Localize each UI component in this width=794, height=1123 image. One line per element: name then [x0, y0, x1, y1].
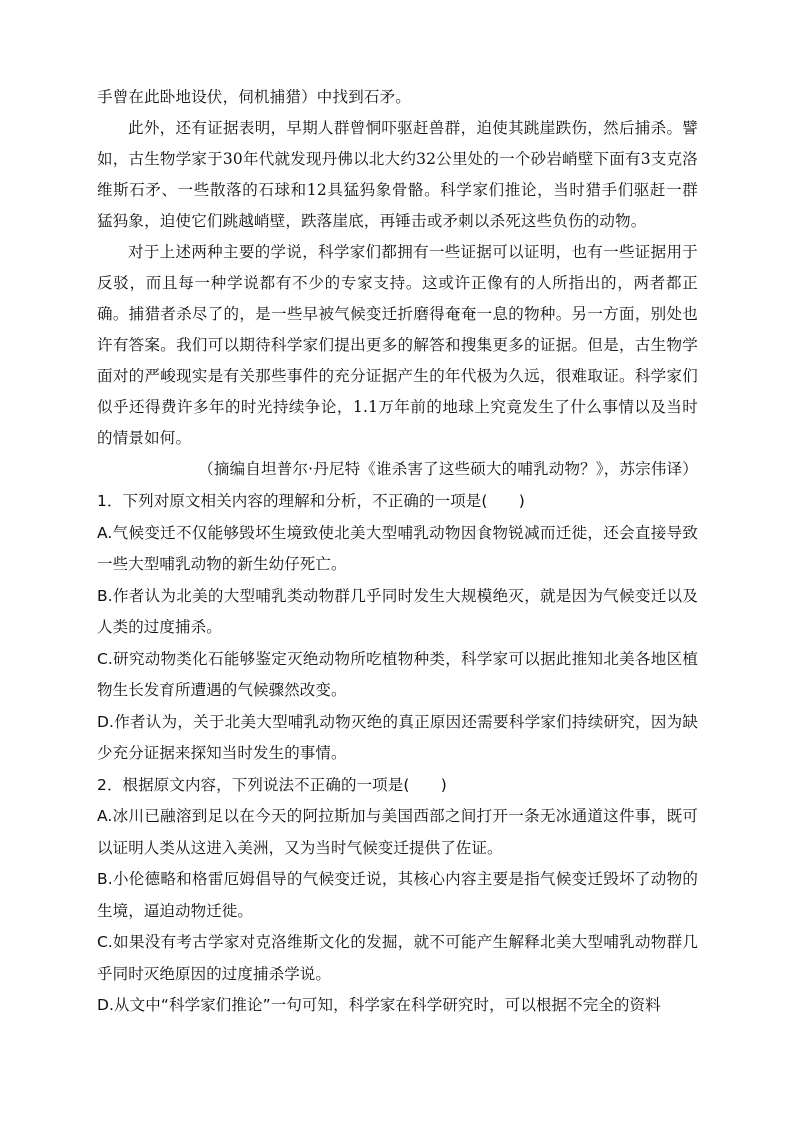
question-2-option-a: A.冰川已融溶到足以在今天的阿拉斯加与美国西部之间打开一条无冰通道这件事，既可以证明人类从这进入美洲，又为当时气候变迁提供了佐证。 [97, 807, 698, 857]
passage-paragraph-conclusion: 对于上述两种主要的学说，科学家们都拥有一些证据可以证明，也有一些证据用于反驳，而且每一种学说都有不少的专家支持。这或许正像有的人所指出的，两者都正确。捕猎者杀尽了的，是一些早被气候变迁折磨得奄奄一息的物种。另一方面，别处也许有答案。我们可以期待科学家们提出更多的解答和搜集更多的证据。但是，古生物学面对的严峻现实是有关那些事件的充分证据产生的年代极为久远，很难取证。科学家们似乎还得费许多年的时光持续争论，1.1万年前的地球上究竟发生了什么事情以及当时的情景如何。 [97, 243, 698, 447]
question-1-stem: 1．下列对原文相关内容的理解和分析，不正确的一项是( ) [97, 492, 525, 510]
question-1-option-d: D.作者认为，关于北美大型哺乳动物灭绝的真正原因还需要科学家们持续研究，因为缺少充分证据来探知当时发生的事情。 [97, 712, 698, 762]
question-2-stem: 2．根据原文内容，下列说法不正确的一项是( ) [97, 775, 447, 794]
question-section [97, 486, 698, 1022]
passage-source-citation: （摘编自坦普尔·丹尼特《谁杀害了这些硕大的哺乳动物？》，苏宗伟译） [198, 460, 698, 478]
question-2-option-c: C.如果没有考古学家对克洛维斯文化的发掘，就不可能产生解释北美大型哺乳动物群几乎同时灭绝原因的过度捕杀学说。 [97, 933, 698, 983]
passage-paragraph-evidence: 此外，还有证据表明，早期人群曾恫吓驱赶兽群，迫使其跳崖跌伤，然后捕杀。譬如，古生物学家于30年代就发现丹佛以北大约32公里处的一个砂岩峭壁下面有3支克洛维斯石矛、一些散落的石球和12具猛犸象骨骼。科学家们推论，当时猎手们驱赶一群猛犸象，迫使它们跳越峭壁，跌落崖底，再锤击或矛刺以杀死这些负伤的动物。 [97, 119, 698, 230]
question-1-option-c: C.研究动物类化石能够鉴定灭绝动物所吃植物种类，科学家可以据此推知北美各地区植物生长发育所遭遇的气候骤然改变。 [97, 649, 698, 699]
reading-passage [97, 82, 698, 485]
question-2-option-b: B.小伦德略和格雷厄姆倡导的气候变迁说，其核心内容主要是指气候变迁毁坏了动物的生境，逼迫动物迁徙。 [97, 870, 698, 920]
question-2 [97, 770, 698, 1022]
question-2-option-d: D.从文中“科学家们推论”一句可知，科学家在科学研究时，可以根据不完全的资料 [97, 996, 661, 1014]
question-1-option-a: A.气候变迁不仅能够毁坏生境致使北美大型哺乳动物因食物锐减而迁徙，还会直接导致一些大型哺乳动物的新生幼仔死亡。 [97, 523, 698, 573]
question-1 [97, 486, 698, 770]
question-1-option-b: B.作者认为北美的大型哺乳类动物群几乎同时发生大规模绝灭，就是因为气候变迁以及人类的过度捕杀。 [97, 586, 698, 636]
passage-paragraph-continued: 手曾在此卧地设伏，伺机捕猎）中找到石矛。 [97, 88, 412, 106]
